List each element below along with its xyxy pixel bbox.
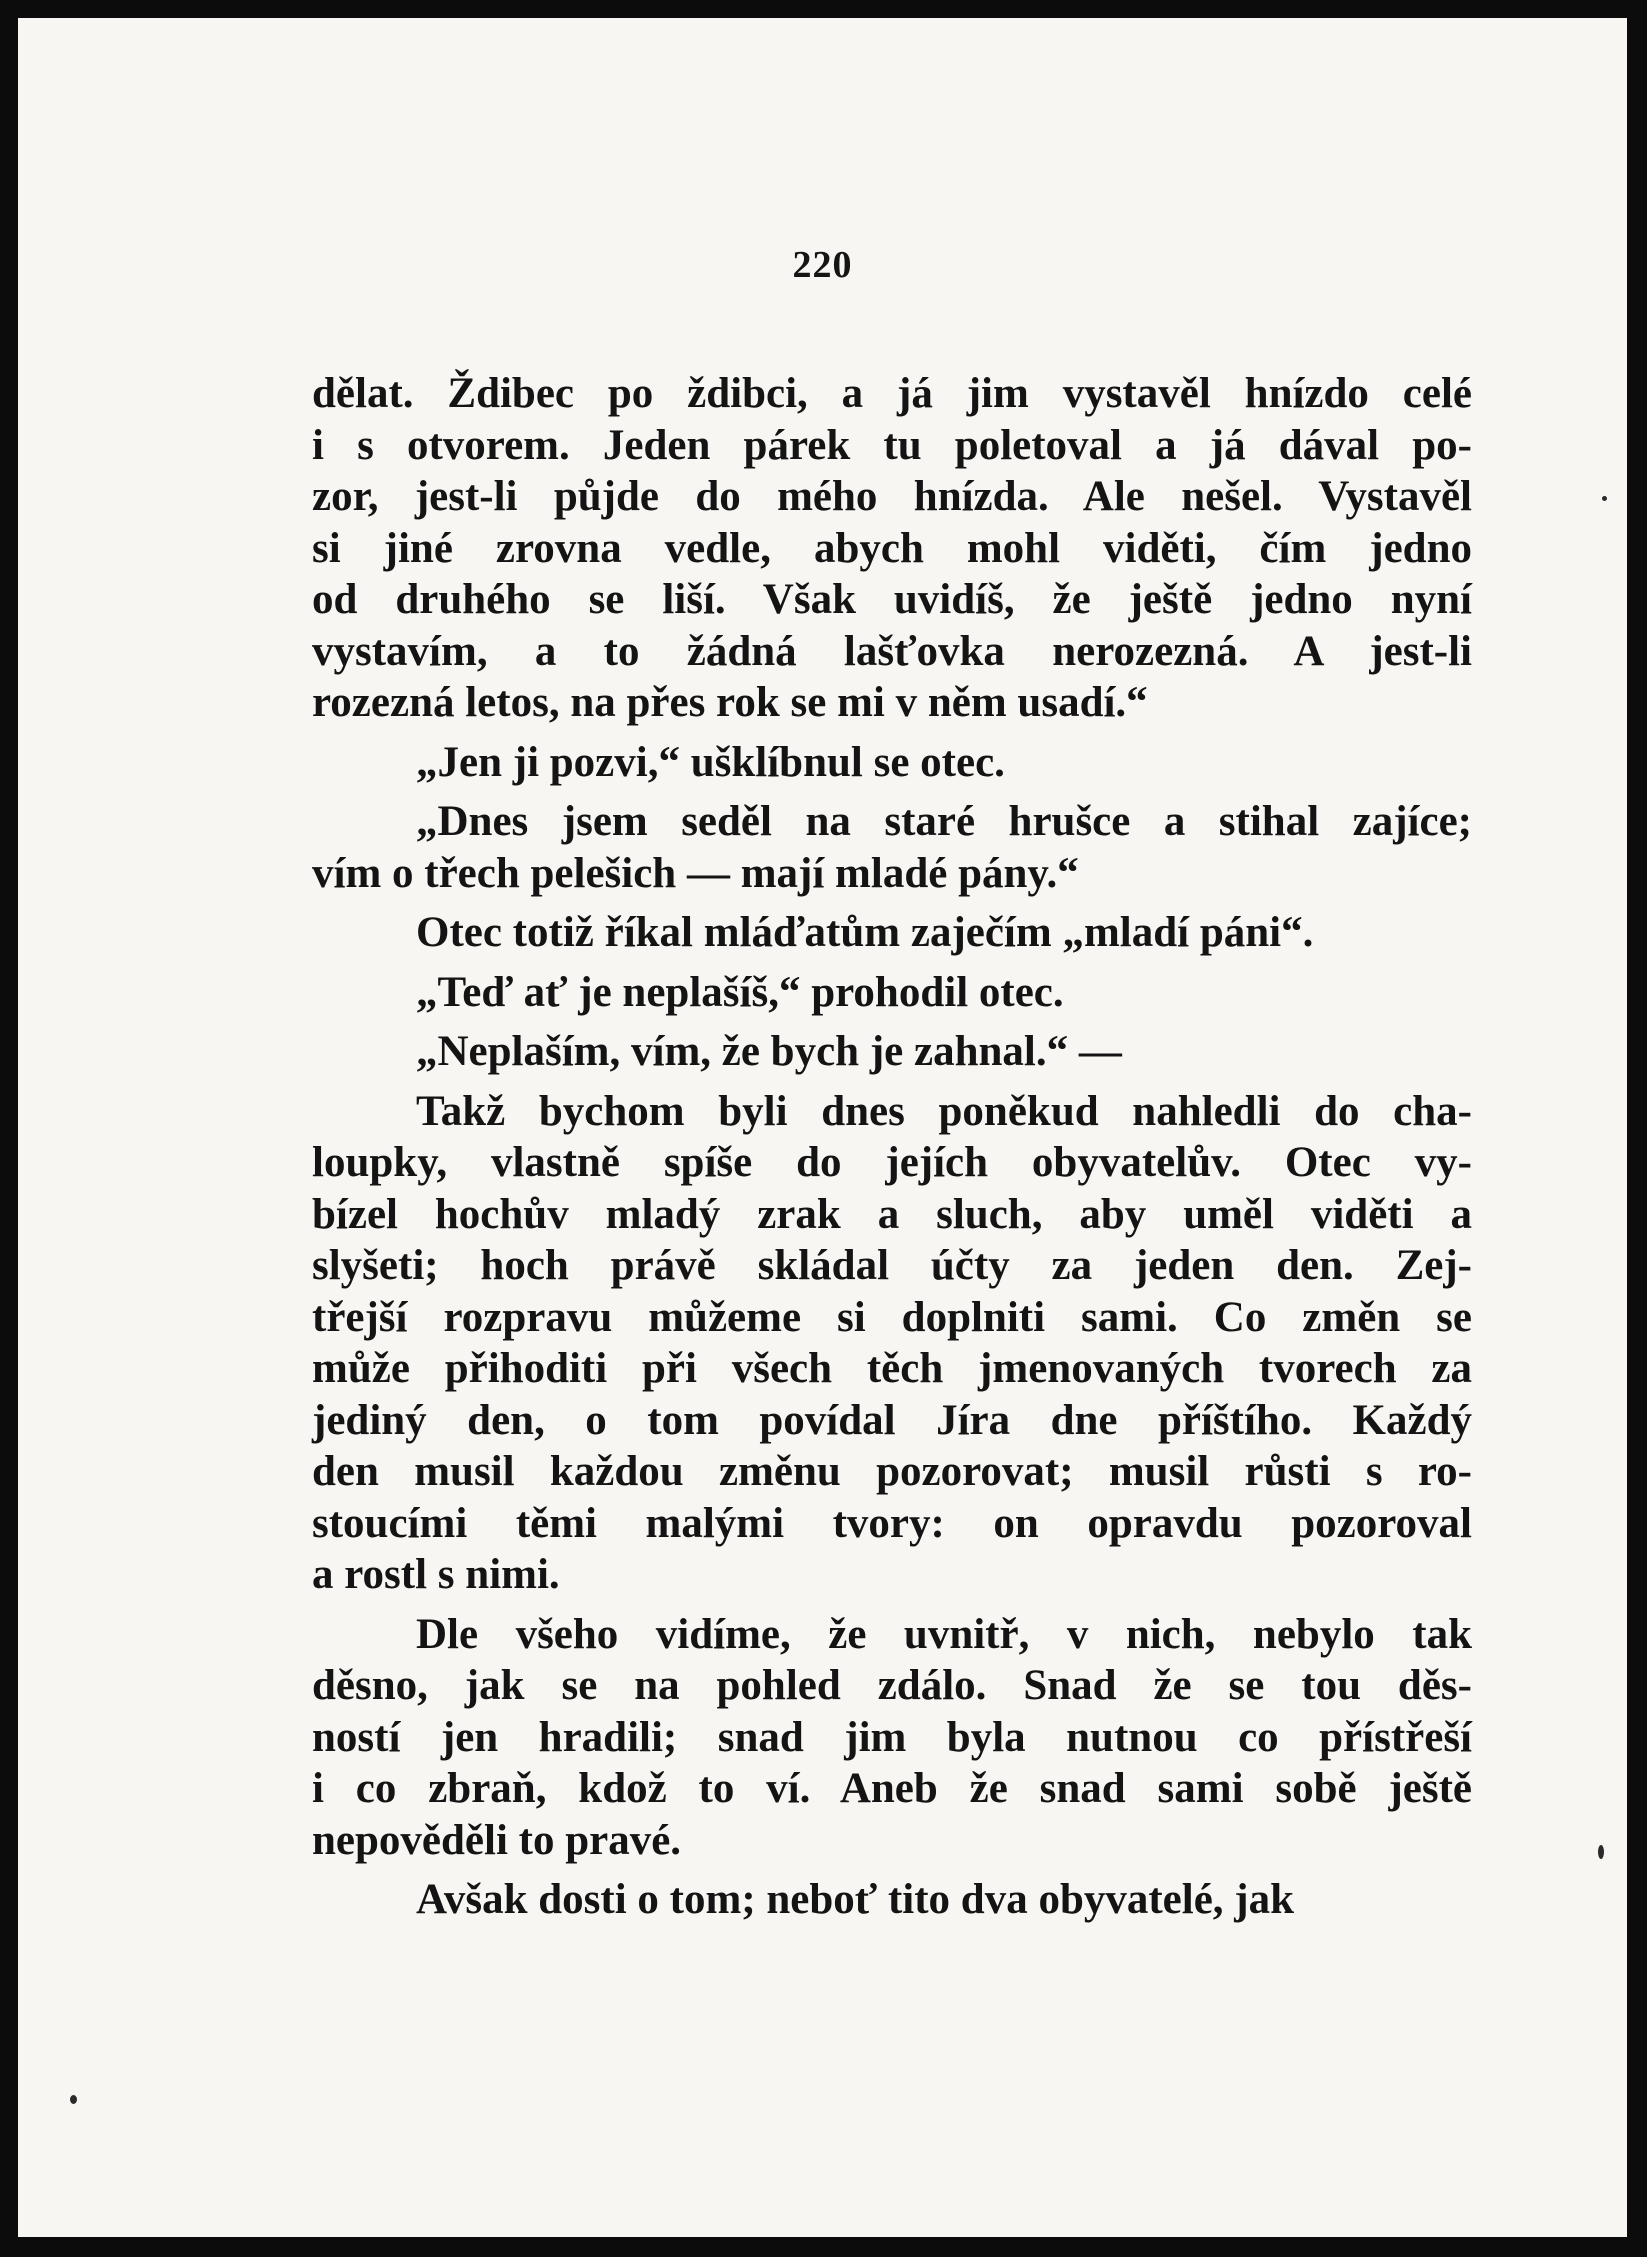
text-line: i s otvorem. Jeden párek tu poletoval a já dával po-: [312, 421, 1472, 469]
text-line: loupky, vlastně spíše do jejích obyvatelův. Otec vy-: [312, 1139, 1472, 1186]
text-line: Dle všeho vidíme, že uvnitř, v nich, nebylo tak: [416, 1610, 1472, 1658]
text-line: Otec totiž říkal mláďatům zaječím „mladí páni“.: [416, 909, 1314, 956]
text-line: děsno, jak se na pohled zdálo. Snad že se tou děs-: [312, 1662, 1472, 1709]
text-line: „Teď ať je neplašíš,“ prohodil otec.: [416, 968, 1064, 1016]
text-line: „Jen ji pozvi,“ ušklíbnul se otec.: [416, 738, 1005, 786]
paragraph: [312, 1086, 1472, 1601]
text-line: „Neplaším, vím, že bych je zahnal.“ —: [416, 1028, 1122, 1075]
paragraph: [312, 796, 1472, 899]
print-speck: [1602, 496, 1607, 501]
text-line: i co zbraň, kdož to ví. Aneb že snad sami sobě ještě: [312, 1765, 1472, 1812]
text-line: dělat. Ždibec po ždibci, a já jim vystavěl hnízdo celé: [312, 370, 1472, 417]
text-line: stoucími těmi malými tvory: on opravdu pozoroval: [312, 1499, 1472, 1547]
text-line: si jiné zrovna vedle, abych mohl viděti, čím jedno: [312, 524, 1472, 572]
page-number: 220: [792, 244, 853, 286]
print-speck: [70, 2095, 77, 2104]
paragraph: [312, 907, 1472, 959]
text-line: vím o třech pelešich — mají mladé pány.“: [312, 849, 1079, 897]
text-line: jediný den, o tom povídal Jíra dne příštího. Každý: [312, 1396, 1472, 1444]
text-line: vystavím, a to žádná lašťovka nerozezná. A jest-li: [312, 627, 1472, 675]
text-line: a rostl s nimi.: [312, 1551, 560, 1598]
body-text: [312, 368, 1472, 1926]
paragraph: [312, 737, 1472, 789]
text-line: „Dnes jsem seděl na staré hrušce a stihal zajíce;: [416, 798, 1472, 845]
text-line: Avšak dosti o tom; neboť tito dva obyvatelé, jak: [416, 1876, 1295, 1923]
text-line: bízel hochův mladý zrak a sluch, aby uměl viděti a: [312, 1190, 1472, 1238]
text-line: od druhého se liší. Však uvidíš, že ještě jedno nyní: [312, 576, 1472, 623]
text-line: zor, jest-li půjde do mého hnízda. Ale nešel. Vystavěl: [312, 473, 1472, 520]
text-line: může přihoditi při všech těch jmenovaných tvorech za: [312, 1345, 1472, 1392]
print-speck: [1598, 1845, 1604, 1859]
text-line: slyšeti; hoch právě skládal účty za jeden den. Zej-: [312, 1242, 1472, 1289]
paragraph: [312, 1609, 1472, 1867]
book-page: [18, 18, 1627, 2237]
text-line: Takž bychom byli dnes poněkud nahledli do cha-: [416, 1087, 1472, 1135]
paragraph: [312, 1026, 1472, 1078]
text-line: třejší rozpravu můžeme si doplniti sami. Co změn se: [312, 1293, 1472, 1341]
paragraph: [312, 1874, 1472, 1926]
text-line: ností jen hradili; snad jim byla nutnou co přístřeší: [312, 1713, 1472, 1761]
paragraph: [312, 967, 1472, 1019]
paragraph: [312, 368, 1472, 729]
text-line: rozezná letos, na přes rok se mi v něm usadí.“: [312, 679, 1148, 726]
text-line: nepověděli to pravé.: [312, 1816, 682, 1864]
text-line: den musil každou změnu pozorovat; musil růsti s ro-: [312, 1448, 1472, 1495]
